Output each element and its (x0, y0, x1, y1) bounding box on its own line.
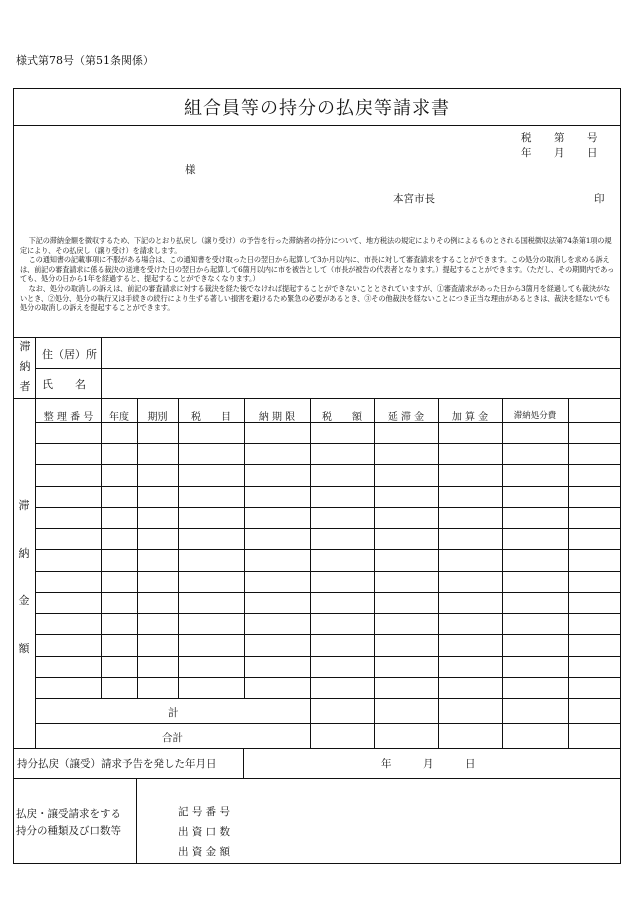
form-title: 組合員等の持分の払戻等請求書 (14, 89, 620, 126)
grid-line (244, 398, 245, 698)
divider (13, 778, 621, 779)
address-label: 住（居）所 (42, 348, 97, 361)
notice-paragraph: この通知書の記載事項に不服がある場合は、この通知書を受け取った日の翌日から起算して3か月以内に、市長に対して審査請求をすることができます。この処分の取消しを求める訴えは、前記の審査請求に係る裁決の送達を受けた日の翌日から起算して6箇月以内に市を被告として（市長が被告の代表者となります。）提起することができます。（ただし、その期間内であっても、処分の日から1年を経過すると、提起することができなくなります。） (20, 255, 615, 284)
grid-line (35, 656, 621, 657)
grid-line (35, 443, 621, 444)
grid-line (178, 398, 179, 698)
notice-paragraph: 下記の滞納金額を徴収するため、下記のとおり払戻し（譲り受け）の予告を行った滞納者の持分について、地方税法の規定によりその例によるものとされる国税徴収法第74条第1項の規定により、その払戻し（譲り受け）を請求します。 (20, 236, 612, 255)
column-header-tax-amount: 税 額 (322, 412, 362, 423)
grid-line (35, 723, 621, 724)
grid-line (35, 464, 621, 465)
grid-line (35, 592, 621, 593)
column-header-surcharge: 加 算 金 (451, 412, 489, 423)
divider (136, 778, 137, 864)
grid-line (35, 677, 621, 678)
subtotal-label: 計 (168, 707, 179, 719)
notice-date-label: 持分払戻（譲受）請求予告を発した年月日 (17, 758, 217, 770)
name-label: 氏 名 (42, 378, 86, 391)
grid-line (137, 398, 138, 698)
grid-line (310, 398, 311, 748)
grid-line (35, 613, 621, 614)
arrears-side-label-2: 納 (18, 547, 30, 560)
column-header-disposition-fee: 滞納処分費 (513, 411, 557, 421)
share-field-amount: 出 資 金 額 (178, 846, 231, 858)
addressee-suffix: 様 (185, 164, 196, 176)
grid-line (101, 398, 102, 698)
grid-line (35, 528, 621, 529)
column-header-year: 年度 (109, 412, 129, 423)
notice-text (20, 236, 616, 313)
share-field-units: 出 資 口 数 (178, 826, 231, 838)
arrears-side-label-1: 滞 (18, 499, 30, 512)
grid-line (35, 698, 621, 699)
column-header-period: 期別 (147, 412, 168, 423)
issuer-name: 本宮市長 (393, 193, 435, 205)
grid-line (35, 486, 621, 487)
grid-line (35, 571, 621, 572)
total-label: 合計 (162, 732, 183, 744)
notice-paragraph: なお、処分の取消しの訴えは、前記の審査請求に対する裁決を経た後でなければ提起することができないこととされていますが、①審査請求があった日から3箇月を経過しても裁決がないとき、②処分、処分の執行又は手続きの続行により生ずる著しい損害を避けるため緊急の必要があるとき、③その他裁決を経ないことにつき正当な理由があるときは、裁決を経ないでも処分の取消しの訴えを提起することができます。 (20, 283, 611, 313)
arrears-side-label-4: 額 (18, 642, 30, 655)
column-header-ref-no: 整 理 番 号 (43, 412, 94, 423)
grid-line (502, 398, 503, 748)
grid-line (374, 398, 375, 748)
share-field-code: 記 号 番 号 (178, 806, 231, 818)
arrears-side-label-3: 金 (18, 594, 30, 607)
divider (13, 398, 621, 399)
share-label-line2: 持分の種類及び口数等 (16, 825, 121, 837)
divider (35, 368, 621, 369)
form-number: 様式第78号（第51条関係） (16, 54, 154, 67)
divider (13, 748, 621, 749)
taxpayer-side-label: 滞 納 者 (19, 340, 31, 393)
grid-line (35, 549, 621, 550)
document-number-label: 税 第 号 (521, 132, 598, 144)
grid-line (568, 398, 569, 748)
share-label-line1: 払戻・譲受請求をする (16, 808, 121, 820)
column-header-due-date: 納 期 限 (258, 412, 296, 423)
seal-mark: 印 (594, 193, 605, 205)
grid-line (35, 507, 621, 508)
notice-date-value: 年 月 日 (381, 758, 476, 770)
grid-line (438, 398, 439, 748)
divider (13, 337, 621, 338)
divider (243, 748, 244, 778)
document-date-label: 年 月 日 (521, 147, 598, 159)
column-header-late-fee: 延 滞 金 (387, 412, 425, 423)
grid-line (35, 634, 621, 635)
column-header-tax-item: 税 目 (191, 412, 231, 423)
